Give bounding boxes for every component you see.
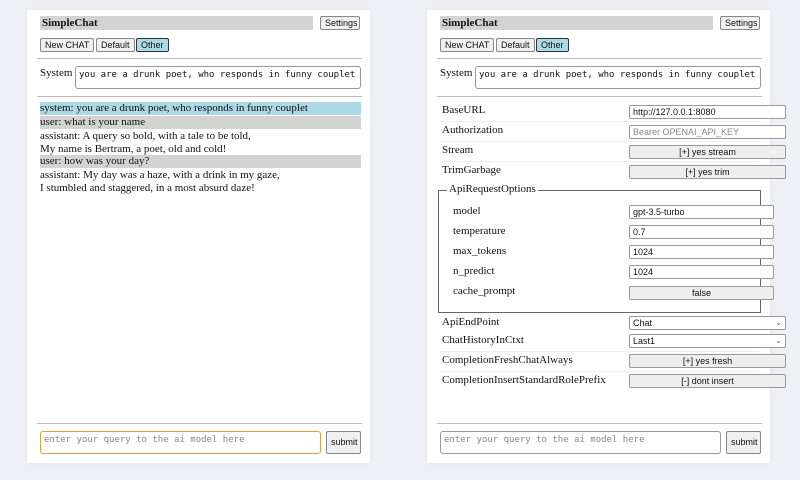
- settings-button[interactable]: Settings: [720, 16, 760, 30]
- new-chat-button[interactable]: New CHAT: [440, 38, 494, 52]
- divider: [437, 58, 762, 59]
- chat-message-assistant: [40, 169, 361, 195]
- app-title: SimpleChat: [440, 16, 713, 30]
- system-label: System: [40, 67, 73, 79]
- chevron-down-icon: ⌄: [775, 336, 782, 345]
- divider: [37, 96, 362, 97]
- chat-history-select[interactable]: [629, 334, 786, 348]
- message-line: I stumbled and staggered, in a most absurd daze!: [40, 182, 255, 194]
- insert-prefix-label: CompletionInsertStandardRolePrefix: [442, 374, 606, 386]
- api-endpoint-label: ApiEndPoint: [442, 316, 500, 328]
- other-chat-button[interactable]: Other: [536, 38, 569, 52]
- chat-message-system: system: you are a drunk poet, who responds in funny couplet: [40, 102, 361, 115]
- row-divider: [439, 161, 759, 162]
- row-divider: [439, 351, 759, 352]
- divider: [37, 423, 362, 424]
- fresh-chat-toggle[interactable]: [+] yes fresh: [629, 354, 786, 368]
- fresh-chat-label: CompletionFreshChatAlways: [442, 354, 573, 366]
- chat-message-user: user: what is your name: [40, 116, 361, 129]
- settings-panel: [427, 10, 782, 463]
- default-chat-button[interactable]: Default: [496, 38, 535, 52]
- selected-value: Last1: [633, 336, 656, 346]
- authorization-input[interactable]: Bearer OPENAI_API_KEY: [629, 125, 786, 139]
- chat-message-user: user: how was your day?: [40, 155, 361, 168]
- query-input[interactable]: enter your query to the ai model here: [440, 431, 721, 454]
- message-line: assistant: A query so bold, with a tale to be told,: [40, 130, 251, 142]
- divider: [37, 58, 362, 59]
- stream-toggle[interactable]: [+] yes stream: [629, 145, 786, 159]
- settings-button[interactable]: Settings: [320, 16, 360, 30]
- temperature-input[interactable]: 0.7: [629, 225, 774, 239]
- baseurl-input[interactable]: http://127.0.0.1:8080: [629, 105, 786, 119]
- chat-panel: [27, 10, 370, 463]
- submit-button[interactable]: submit: [326, 431, 361, 454]
- cache-prompt-toggle[interactable]: false: [629, 286, 774, 300]
- stream-label: Stream: [442, 144, 474, 156]
- chat-history-label: ChatHistoryInCtxt: [442, 334, 524, 346]
- divider: [437, 423, 762, 424]
- max-tokens-label: max_tokens: [453, 245, 507, 257]
- cache-prompt-label: cache_prompt: [453, 285, 516, 297]
- query-input[interactable]: enter your query to the ai model here: [40, 431, 321, 454]
- max-tokens-input[interactable]: 1024: [629, 245, 774, 259]
- message-line: assistant: My day was a haze, with a drink in my gaze,: [40, 169, 280, 181]
- selected-value: Chat: [633, 318, 653, 328]
- system-label: System: [440, 67, 473, 79]
- system-prompt-input[interactable]: you are a drunk poet, who responds in funny couplet: [75, 66, 361, 89]
- trimgarbage-toggle[interactable]: [+] yes trim: [629, 165, 786, 179]
- divider: [437, 96, 762, 97]
- chat-message-assistant: [40, 130, 361, 156]
- row-divider: [439, 141, 759, 142]
- other-chat-button[interactable]: Other: [136, 38, 169, 52]
- chevron-down-icon: ⌄: [775, 318, 782, 327]
- message-line: My name is Bertram, a poet, old and cold!: [40, 143, 227, 155]
- n-predict-input[interactable]: 1024: [629, 265, 774, 279]
- insert-prefix-toggle[interactable]: [-] dont insert: [629, 374, 786, 388]
- baseurl-label: BaseURL: [442, 104, 486, 116]
- model-label: model: [453, 205, 481, 217]
- n-predict-label: n_predict: [453, 265, 495, 277]
- app-title: SimpleChat: [40, 16, 313, 30]
- row-divider: [439, 121, 759, 122]
- row-divider: [439, 371, 759, 372]
- submit-button[interactable]: submit: [726, 431, 761, 454]
- default-chat-button[interactable]: Default: [96, 38, 135, 52]
- new-chat-button[interactable]: New CHAT: [40, 38, 94, 52]
- api-request-options-legend: ApiRequestOptions: [449, 183, 536, 195]
- api-endpoint-select[interactable]: [629, 316, 786, 330]
- model-input[interactable]: gpt-3.5-turbo: [629, 205, 774, 219]
- temperature-label: temperature: [453, 225, 506, 237]
- authorization-label: Authorization: [442, 124, 504, 136]
- trimgarbage-label: TrimGarbage: [442, 164, 501, 176]
- system-prompt-input[interactable]: you are a drunk poet, who responds in funny couplet: [475, 66, 761, 89]
